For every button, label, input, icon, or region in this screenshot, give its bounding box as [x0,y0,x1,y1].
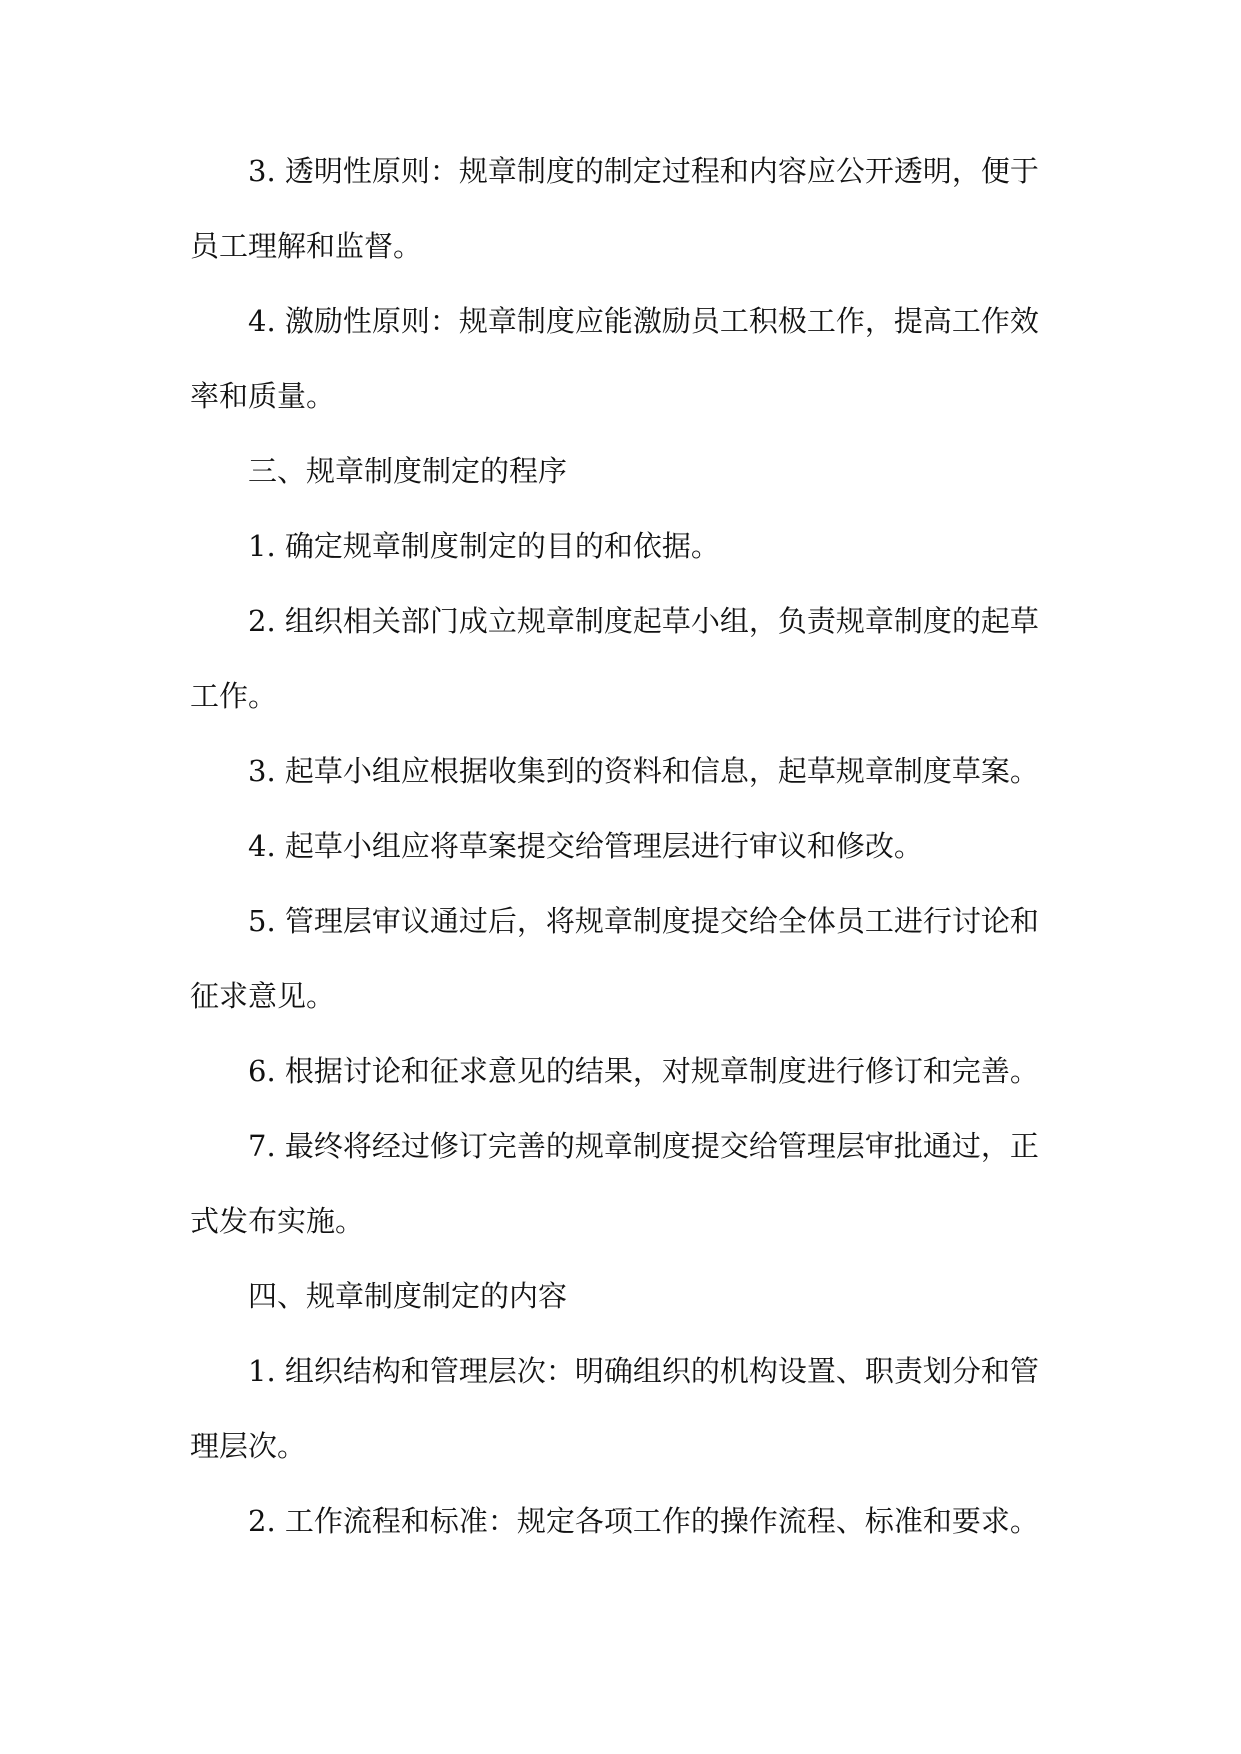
paragraph-transparency-principle: 3. 透明性原则：规章制度的制定过程和内容应公开透明，便于员工理解和监督。 [190,154,1039,263]
section-heading-content: 四、规章制度制定的内容 [248,1279,568,1313]
section-heading-procedure: 三、规章制度制定的程序 [248,454,568,488]
content-item-2: 2. 工作流程和标准：规定各项工作的操作流程、标准和要求。 [248,1504,1039,1538]
procedure-step-6: 6. 根据讨论和征求意见的结果，对规章制度进行修订和完善。 [248,1054,1039,1088]
procedure-step-3: 3. 起草小组应根据收集到的资料和信息，起草规章制度草案。 [248,754,1039,788]
procedure-step-2: 2. 组织相关部门成立规章制度起草小组，负责规章制度的起草工作。 [190,604,1039,713]
content-item-1: 1. 组织结构和管理层次：明确组织的机构设置、职责划分和管理层次。 [190,1354,1039,1463]
procedure-step-1: 1. 确定规章制度制定的目的和依据。 [248,529,720,563]
paragraph-incentive-principle: 4. 激励性原则：规章制度应能激励员工积极工作，提高工作效率和质量。 [190,304,1039,413]
procedure-step-4: 4. 起草小组应将草案提交给管理层进行审议和修改。 [248,829,923,863]
procedure-step-7: 7. 最终将经过修订完善的规章制度提交给管理层审批通过，正式发布实施。 [190,1129,1039,1238]
procedure-step-5: 5. 管理层审议通过后，将规章制度提交给全体员工进行讨论和征求意见。 [190,904,1039,1013]
